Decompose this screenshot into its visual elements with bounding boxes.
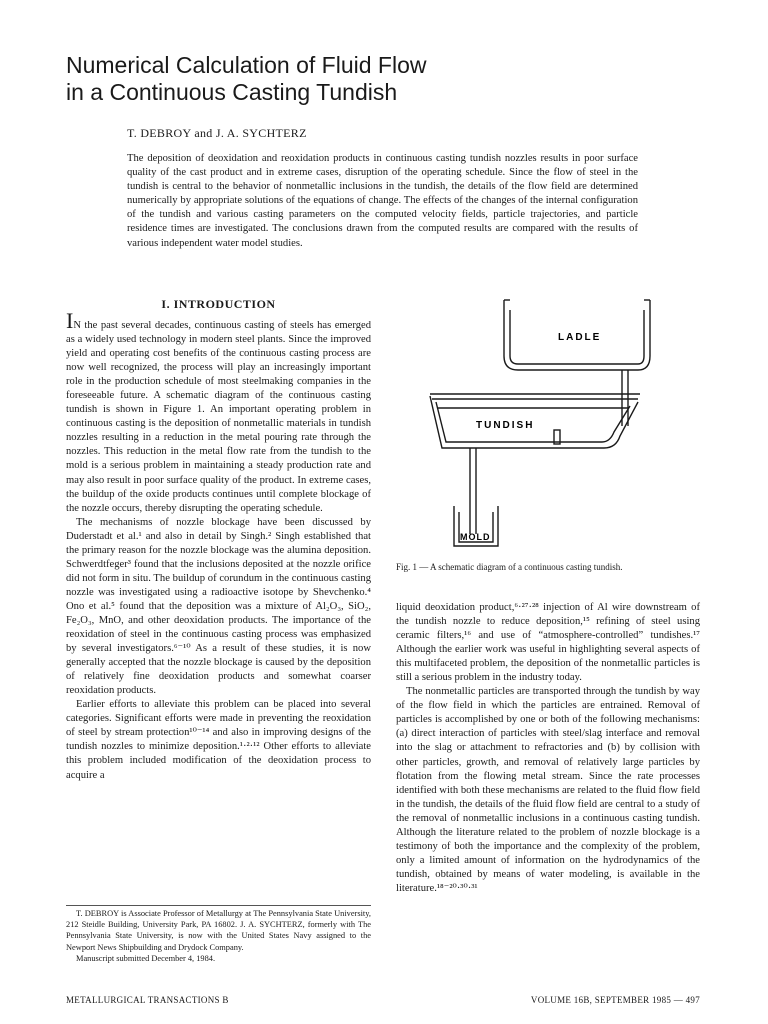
drop-cap: I — [66, 308, 74, 333]
right-paragraph-2: The nonmetallic particles are transported through the tundish by way of the flow field in which the particles are entrained. Removal of particles is accomplished by one or both of the following mechanisms: (a) direct interaction of particles with steel/slag interface and removal into the slag or attachment to refractories and (b) by collision with other particles, growth, and removal of relatively large particles by flotation from the flowing metal stream. Since the rate processes identified with both these mechanisms are related to the fluid flow field in the tundish, the details of the fluid flow field are central to a study of the removal of nonmetallic inclusions in a continuous casting tundish. Although the literature related to the problem of nozzle blockage is a testimony of both the importance and the complexity of the problem, only a limited amount of information on the hydrodynamics of the tundish, obtained by means of water modeling, is available in the literature.¹⁸⁻²⁰·³⁰·³¹ — [396, 686, 700, 894]
section-heading: I. INTRODUCTION — [161, 297, 276, 311]
paper-title — [66, 52, 626, 106]
abstract: The deposition of deoxidation and reoxidation products in continuous casting tundish nozzles results in poor surface quality of the cast product and in extreme cases, disruption of the operating schedule. Since the flow of steel in the tundish is central to the behavior of nonmetallic inclusions in the tundish, the details of the flow field are determined numerically by appropriate solutions of the equations of change. The effects of the changes of the internal configuration of the tundish and various casting parameters on the computed velocity fields, particle trajectories, and particle residence times are investigated. The conclusions drawn from the computed results are compared with the results of various independent water model studies. — [127, 153, 638, 249]
intro-paragraph-3: Earlier efforts to alleviate this problem can be placed into several categories. Significant efforts were made in preventing the reoxidation of steel by stream protection¹⁰⁻¹⁴ and also in improving designs of the tundish nozzles to minimize deposition.¹·²·¹² Other efforts to alleviate this problem included modification of the deoxidation process to acquire a — [66, 699, 371, 781]
title-line-1: Numerical Calculation of Fluid Flow — [66, 52, 427, 78]
right-column — [396, 601, 700, 896]
left-column — [66, 308, 371, 783]
footnote — [66, 908, 371, 964]
right-paragraph-1: liquid deoxidation product,⁶·²⁷·²⁸ injection of Al wire downstream of the tundish nozzle to reduce deposition,¹⁵ refining of steel using ceramic filters,¹⁶ and use of “atmosphere-controlled” tundishes.¹⁷ Although the earlier work was useful in highlighting several aspects of this multifaceted problem, the deposition of the nonmetallic particles is still a serious problem in the industry today. — [396, 602, 700, 684]
volume-page: VOLUME 16B, SEPTEMBER 1985 — 497 — [530, 995, 700, 1005]
ladle-label: LADLE — [558, 332, 602, 343]
journal-name: METALLURGICAL TRANSACTIONS B — [66, 995, 229, 1005]
figure-caption: Fig. 1 — A schematic diagram of a continuous casting tundish. — [396, 562, 623, 572]
intro-paragraph-1-text: N the past several decades, continuous casting of steels has emerged as a widely used technology in modern steel plants. Since the improved yield and operating cost benefits of the continuous casting process are now well recognized, the process will play an increasingly important role in the production schedule of most steelmaking companies in the foreseeable future. A schematic diagram of the continuous casting tundish is shown in Figure 1. An important operating problem in continuous casting is the deposition of nonmetallic materials in tundish nozzles resulting in a reduction in the metal pouring rate through the nozzles. This reduction in the metal flow rate from the tundish to the mold is a serious problem in maintaining a steady production rate and may also result in poor surface quality of the product. In extreme cases, the buildup of the oxide products continues until complete blockage of the nozzle occurs, thereby disrupting the operating schedule. — [66, 320, 371, 514]
tundish-schematic-figure — [410, 298, 660, 556]
authors: T. DEBROY and J. A. SYCHTERZ — [127, 126, 307, 140]
footnote-divider — [66, 905, 371, 906]
tundish-label: TUNDISH — [476, 420, 535, 431]
intro-paragraph-1 — [66, 308, 371, 516]
mold-label: MOLD — [460, 532, 491, 542]
manuscript-date: Manuscript submitted December 4, 1984. — [76, 953, 216, 963]
intro-paragraph-2: The mechanisms of nozzle blockage have been discussed by Duderstadt et al.¹ and also in detail by Singh.² Singh established that the primary reason for the nozzle blockage was the alumina deposition. Schwerdtfeger³ found that the inclusions deposited at the nozzle orifice did not form in situ. The buildup of corundum in the continuous casting nozzle was investigated using a radioactive isotope by Shevchenko.⁴ Ono et al.⁵ found that the deposition was a mixture of Al₂O₃, SiO₂, Fe₂O₃, MnO, and other deoxidation products. The importance of the reoxidation of steel in the continuous casting process was emphasized by several investigators.⁶⁻¹⁰ As a result of these studies, it is now generally accepted that the nozzle blockage is caused by the deposition of relatively fine deoxidation products and somewhat coarser reoxidation products. — [66, 516, 371, 697]
author-affiliation: T. DEBROY is Associate Professor of Metallurgy at The Pennsylvania State University, 212 Steidle Building, University Park, PA 16802. J. A. SYCHTERZ, formerly with The Pennsylvania State University, is now with the United States Navy assigned to the Newport News Shipbuilding and Drydock Company. — [66, 909, 371, 952]
title-line-2: in a Continuous Casting Tundish — [66, 79, 398, 105]
